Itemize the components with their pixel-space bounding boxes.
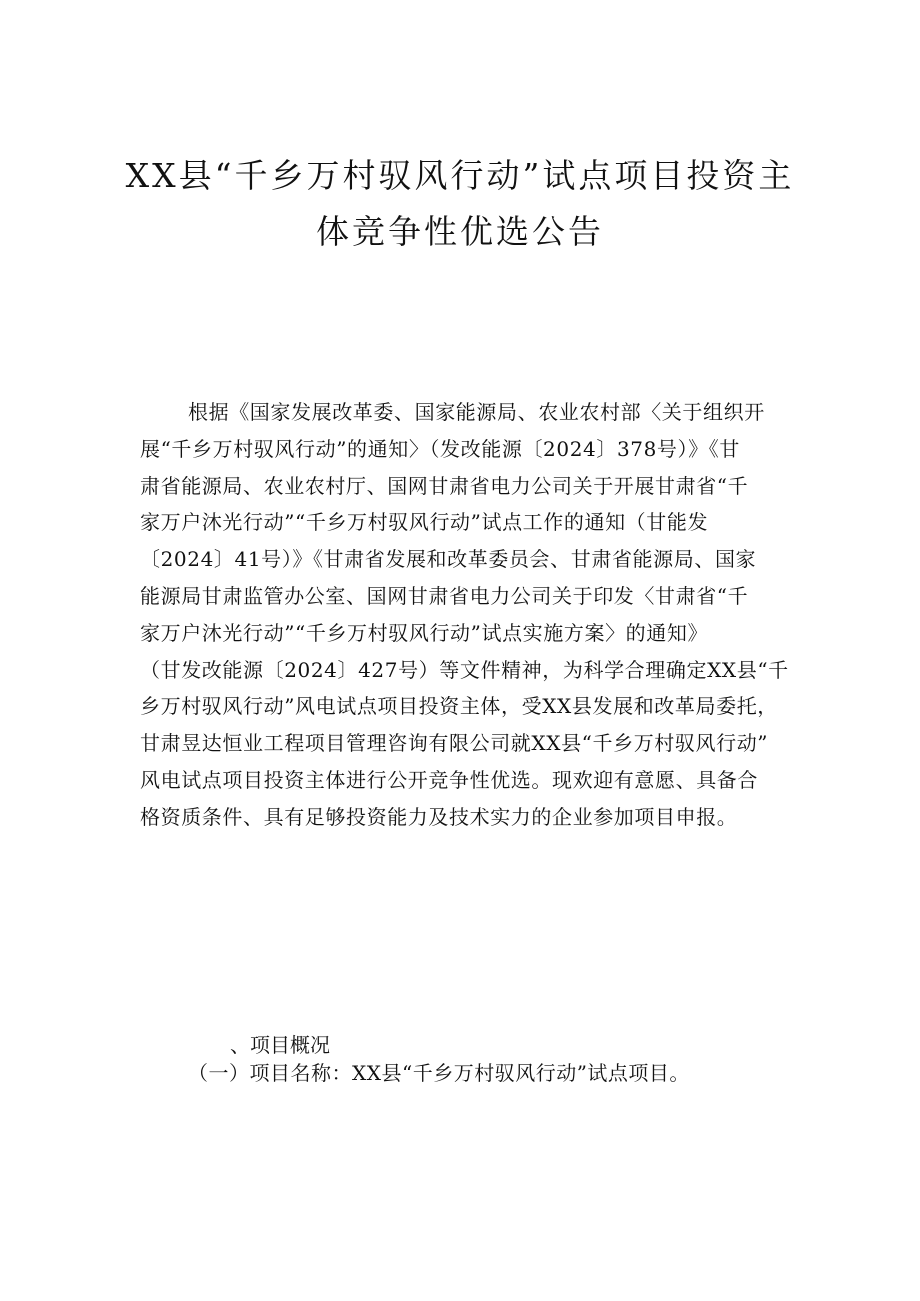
- body-line-3: 肃省能源局、农业农村厅、国网甘肃省电力公司关于开展甘肃省“千: [140, 473, 749, 498]
- body-line-2: 展“千乡万村驭风行动”的通知〉（发改能源〔2024〕378号）》《甘: [140, 436, 740, 461]
- body-line-4: 家万户沐光行动”“千乡万村驭风行动”试点工作的通知（甘能发: [140, 510, 709, 535]
- body-line-11: 风电试点项目投资主体进行公开竞争性优选。现欢迎有意愿、具备合: [140, 767, 758, 792]
- body-paragraph: [140, 394, 790, 836]
- body-line-5: 〔2024〕41号）》《甘肃省发展和改革委员会、甘肃省能源局、国家: [140, 547, 757, 572]
- item-project-name: （一）项目名称：XX县“千乡万村驭风行动”试点项目。: [188, 1061, 690, 1085]
- title-line-1: XX县“千乡万村驭风行动”试点项目投资主: [125, 156, 795, 195]
- body-line-6: 能源局甘肃监管办公室、国网甘肃省电力公司关于印发〈甘肃省“千: [140, 583, 749, 608]
- announcement-title: [120, 148, 800, 260]
- title-line-2: 体竞争性优选公告: [316, 212, 604, 251]
- body-line-8: （甘发改能源〔2024〕427号）等文件精神，为科学合理确定XX县“千: [140, 657, 789, 682]
- body-line-12: 格资质条件、具有足够投资能力及技术实力的企业参加项目申报。: [140, 804, 738, 829]
- body-line-10: 甘肃昱达恒业工程项目管理咨询有限公司就XX县“千乡万村驭风行动”: [140, 731, 769, 756]
- body-line-9: 乡万村驭风行动”风电试点项目投资主体，受XX县发展和改革局委托，: [140, 694, 778, 719]
- body-line-7: 家万户沐光行动”“千乡万村驭风行动”试点实施方案〉的通知》: [140, 620, 709, 645]
- section-heading-project-overview: 、项目概况: [230, 1033, 330, 1057]
- body-line-1: 根据《国家发展改革委、国家能源局、农业农村部〈关于组织开: [188, 400, 765, 424]
